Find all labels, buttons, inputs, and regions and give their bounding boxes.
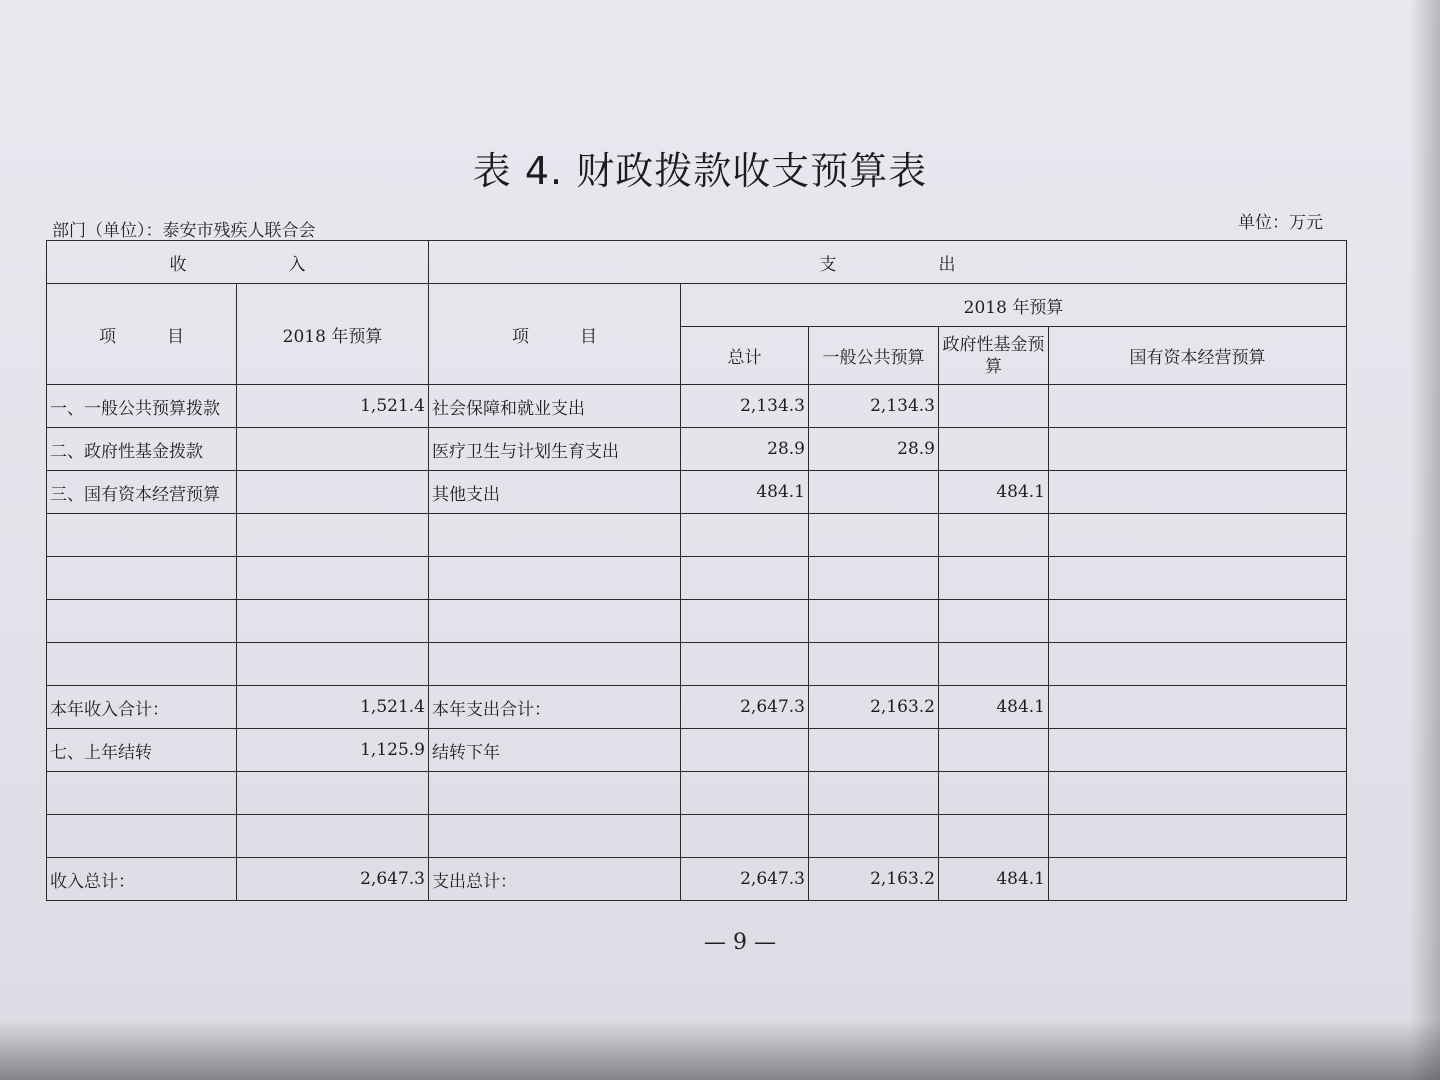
state-capital-cell [1049, 772, 1347, 815]
general-public-cell [809, 557, 939, 600]
table-row [47, 385, 1347, 428]
total-cell [681, 815, 809, 858]
gov-fund-header: 政府性基金预算 [939, 327, 1049, 385]
department-label: 部门（单位）：泰安市残疾人联合会 [52, 221, 316, 241]
expense-item-cell: 结转下年 [429, 729, 681, 772]
income-value-cell [237, 557, 429, 600]
budget-year-header: 2018 年预算 [681, 284, 1347, 327]
gov-fund-cell [939, 428, 1049, 471]
budget-table [46, 240, 1347, 901]
gov-fund-cell: 484.1 [939, 858, 1049, 901]
gov-fund-cell [939, 600, 1049, 643]
total-cell: 2,647.3 [681, 686, 809, 729]
table-row [47, 772, 1347, 815]
total-cell: 2,134.3 [681, 385, 809, 428]
expense-item-cell: 其他支出 [429, 471, 681, 514]
income-item-cell [47, 514, 237, 557]
state-capital-cell [1049, 729, 1347, 772]
income-item-cell: 一、一般公共预算拨款 [47, 385, 237, 428]
income-item-cell [47, 600, 237, 643]
income-value-cell [237, 815, 429, 858]
general-public-cell [809, 729, 939, 772]
expense-item-cell [429, 514, 681, 557]
total-cell: 2,647.3 [681, 858, 809, 901]
photo-shadow-bottom [0, 1020, 1440, 1080]
state-capital-cell [1049, 815, 1347, 858]
income-value-cell [237, 514, 429, 557]
general-public-cell [809, 514, 939, 557]
income-item-cell [47, 557, 237, 600]
state-capital-cell [1049, 428, 1347, 471]
gov-fund-cell [939, 815, 1049, 858]
gov-fund-cell [939, 772, 1049, 815]
expense-item-cell: 社会保障和就业支出 [429, 385, 681, 428]
gov-fund-cell [939, 643, 1049, 686]
table-row [47, 557, 1347, 600]
general-public-cell [809, 815, 939, 858]
expense-item-cell [429, 557, 681, 600]
gov-fund-cell [939, 729, 1049, 772]
income-budget-header: 2018 年预算 [237, 284, 429, 385]
income-value-cell [237, 428, 429, 471]
table-row [47, 600, 1347, 643]
general-public-cell: 2,163.2 [809, 858, 939, 901]
general-public-cell [809, 600, 939, 643]
general-public-cell [809, 643, 939, 686]
income-value-cell [237, 772, 429, 815]
general-public-cell: 2,163.2 [809, 686, 939, 729]
income-item-cell: 二、政府性基金拨款 [47, 428, 237, 471]
table-row [47, 729, 1347, 772]
table-row [47, 858, 1347, 901]
income-value-cell [237, 643, 429, 686]
state-capital-cell [1049, 557, 1347, 600]
page-title: 表 4. 财政拨款收支预算表 [472, 149, 928, 193]
table-row [47, 428, 1347, 471]
state-capital-cell [1049, 643, 1347, 686]
income-item-header: 项 目 [47, 284, 237, 385]
state-capital-cell [1049, 385, 1347, 428]
total-cell [681, 643, 809, 686]
income-header: 收 入 [47, 241, 429, 284]
income-item-cell [47, 772, 237, 815]
income-item-cell: 三、国有资本经营预算 [47, 471, 237, 514]
general-public-cell [809, 772, 939, 815]
expense-item-cell [429, 772, 681, 815]
income-value-cell [237, 471, 429, 514]
photo-shadow-right [1410, 0, 1440, 1080]
total-header: 总计 [681, 327, 809, 385]
income-item-cell: 本年收入合计： [47, 686, 237, 729]
expense-item-cell: 医疗卫生与计划生育支出 [429, 428, 681, 471]
table-row [47, 686, 1347, 729]
gov-fund-cell [939, 514, 1049, 557]
total-cell [681, 514, 809, 557]
income-value-cell: 1,521.4 [237, 686, 429, 729]
general-public-header: 一般公共预算 [809, 327, 939, 385]
income-item-cell [47, 643, 237, 686]
gov-fund-cell [939, 557, 1049, 600]
unit-label: 单位：万元 [1238, 213, 1323, 233]
income-item-cell: 收入总计： [47, 858, 237, 901]
total-cell [681, 600, 809, 643]
expense-item-cell [429, 600, 681, 643]
expense-item-header: 项 目 [429, 284, 681, 385]
expense-item-cell: 支出总计： [429, 858, 681, 901]
total-cell [681, 729, 809, 772]
income-value-cell [237, 600, 429, 643]
expense-item-cell [429, 643, 681, 686]
income-item-cell [47, 815, 237, 858]
state-capital-cell [1049, 471, 1347, 514]
state-capital-header: 国有资本经营预算 [1049, 327, 1347, 385]
expense-item-cell: 本年支出合计： [429, 686, 681, 729]
total-cell: 28.9 [681, 428, 809, 471]
income-item-cell: 七、上年结转 [47, 729, 237, 772]
income-value-cell: 2,647.3 [237, 858, 429, 901]
state-capital-cell [1049, 858, 1347, 901]
page-number: — 9 — [704, 930, 776, 955]
total-cell: 484.1 [681, 471, 809, 514]
table-row [47, 471, 1347, 514]
expense-header: 支 出 [429, 241, 1347, 284]
total-cell [681, 557, 809, 600]
income-value-cell: 1,521.4 [237, 385, 429, 428]
gov-fund-cell: 484.1 [939, 471, 1049, 514]
general-public-cell: 2,134.3 [809, 385, 939, 428]
general-public-cell: 28.9 [809, 428, 939, 471]
gov-fund-cell: 484.1 [939, 686, 1049, 729]
state-capital-cell [1049, 514, 1347, 557]
gov-fund-cell [939, 385, 1049, 428]
total-cell [681, 772, 809, 815]
state-capital-cell [1049, 686, 1347, 729]
general-public-cell [809, 471, 939, 514]
table-row [47, 815, 1347, 858]
expense-item-cell [429, 815, 681, 858]
income-value-cell: 1,125.9 [237, 729, 429, 772]
table-row [47, 643, 1347, 686]
table-row [47, 514, 1347, 557]
budget-rows [47, 385, 1347, 901]
state-capital-cell [1049, 600, 1347, 643]
